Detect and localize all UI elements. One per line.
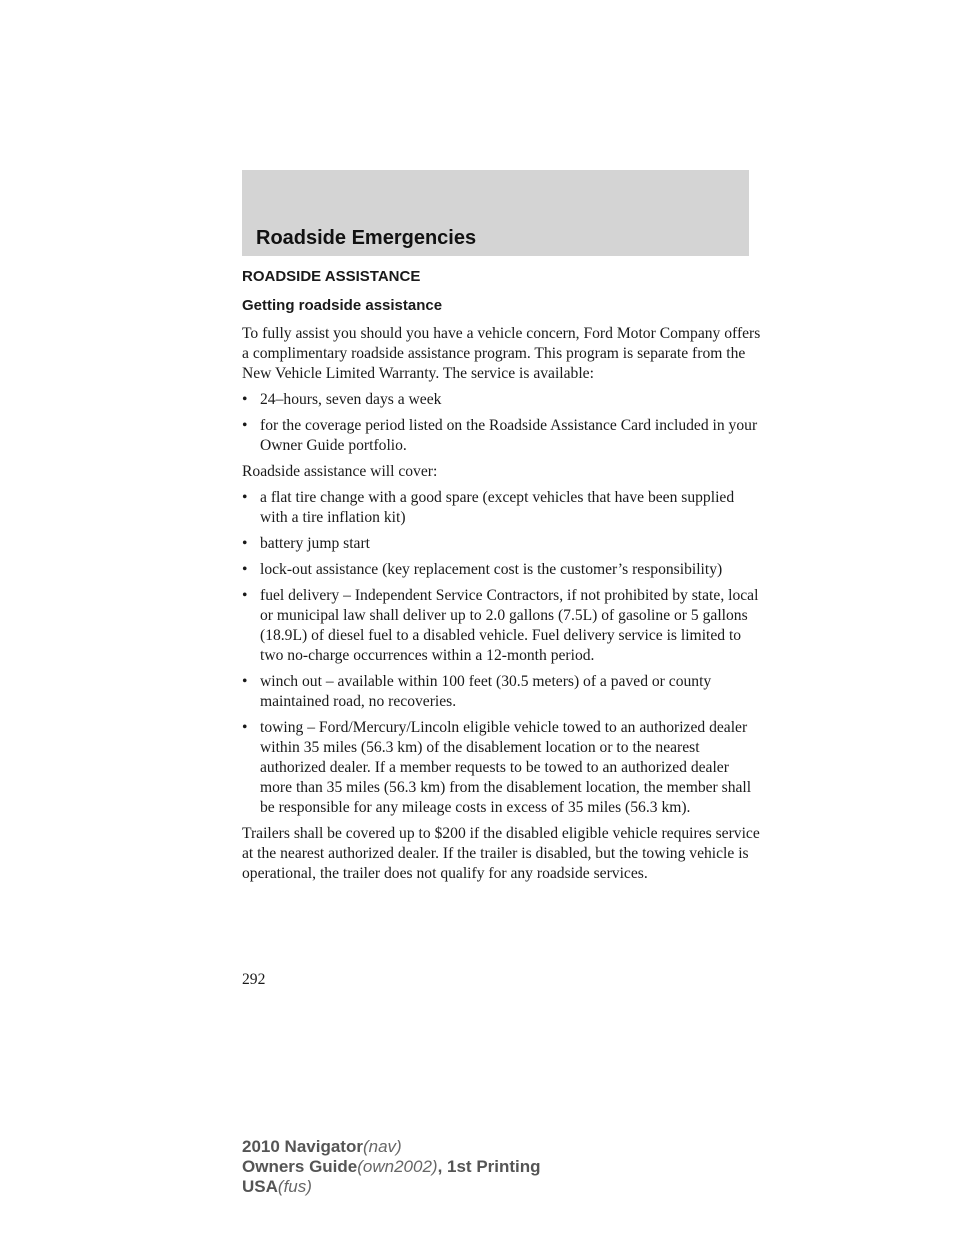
list-item (242, 416, 762, 456)
trailers-paragraph: Trailers shall be covered up to $200 if the disabled eligible vehicle requires service at the nearest authorized dealer. If the trailer is disabled, but the towing vehicle is operational, the trailer does not qualify for any roadside services. (242, 825, 760, 882)
availability-list (242, 390, 762, 456)
footer-printing: , 1st Printing (437, 1157, 541, 1176)
list-item (242, 390, 762, 410)
bullet-icon: • (242, 489, 248, 506)
list-item (242, 560, 762, 580)
footer-region: USA (242, 1177, 278, 1196)
list-item (242, 718, 762, 818)
list-item (242, 586, 762, 666)
footer-line-guide (242, 1157, 541, 1177)
list-item (242, 672, 762, 712)
list-item (242, 534, 762, 554)
footer-guide-code: (own2002) (357, 1157, 438, 1176)
footer-line-region (242, 1177, 541, 1197)
bullet-icon: • (242, 673, 248, 690)
list-item-text: lock-out assistance (key replacement cost is the customer’s responsibility) (260, 561, 723, 578)
intro-paragraph: To fully assist you should you have a vehicle concern, Ford Motor Company offers a complimentary roadside assistance program. This program is separate from the New Vehicle Limited Warranty. The service is available: (242, 325, 761, 382)
page-content (242, 267, 762, 890)
coverage-intro: Roadside assistance will cover: (242, 463, 438, 480)
bullet-icon: • (242, 587, 248, 604)
list-item (242, 488, 762, 528)
footer-model-code: (nav) (362, 1137, 402, 1156)
footer-region-code: (fus) (277, 1177, 312, 1196)
bullet-icon: • (242, 719, 248, 736)
section-title: Roadside Emergencies (256, 227, 477, 249)
list-item-text: towing – Ford/Mercury/Lincoln eligible vehicle towed to an authorized dealer within 35 miles (56.3 km) of the disablement location or to the nearest authorized dealer. If a member requests to be towed to an authorized dealer more than 35 miles (56.3 km) from the disablement location, the member shall be responsible for any mileage costs in excess of 35 miles (56.3 km). (260, 719, 752, 816)
getting-assistance-subheading: Getting roadside assistance (242, 297, 443, 314)
footer-model: 2010 Navigator (242, 1137, 363, 1156)
roadside-assistance-heading: ROADSIDE ASSISTANCE (242, 268, 421, 285)
list-item-text: for the coverage period listed on the Roadside Assistance Card included in your Owner Guide portfolio. (260, 417, 758, 454)
page-number: 292 (242, 971, 266, 988)
list-item-text: winch out – available within 100 feet (30.5 meters) of a paved or county maintained road, no recoveries. (260, 673, 712, 710)
bullet-icon: • (242, 391, 248, 408)
section-header-band (242, 170, 749, 256)
document-footer (242, 1137, 541, 1197)
list-item-text: 24–hours, seven days a week (260, 391, 442, 408)
footer-line-model (242, 1137, 541, 1157)
bullet-icon: • (242, 535, 248, 552)
footer-guide: Owners Guide (242, 1157, 358, 1176)
bullet-icon: • (242, 417, 248, 434)
coverage-list (242, 488, 762, 818)
list-item-text: a flat tire change with a good spare (except vehicles that have been supplied with a tire inflation kit) (260, 489, 735, 526)
bullet-icon: • (242, 561, 248, 578)
list-item-text: fuel delivery – Independent Service Contractors, if not prohibited by state, local or municipal law shall deliver up to 2.0 gallons (7.5L) of gasoline or 5 gallons (18.9L) of diesel fuel to a disabled vehicle. Fuel delivery service is limited to two no-charge occurrences within a 12-month period. (260, 587, 759, 664)
list-item-text: battery jump start (260, 535, 370, 552)
